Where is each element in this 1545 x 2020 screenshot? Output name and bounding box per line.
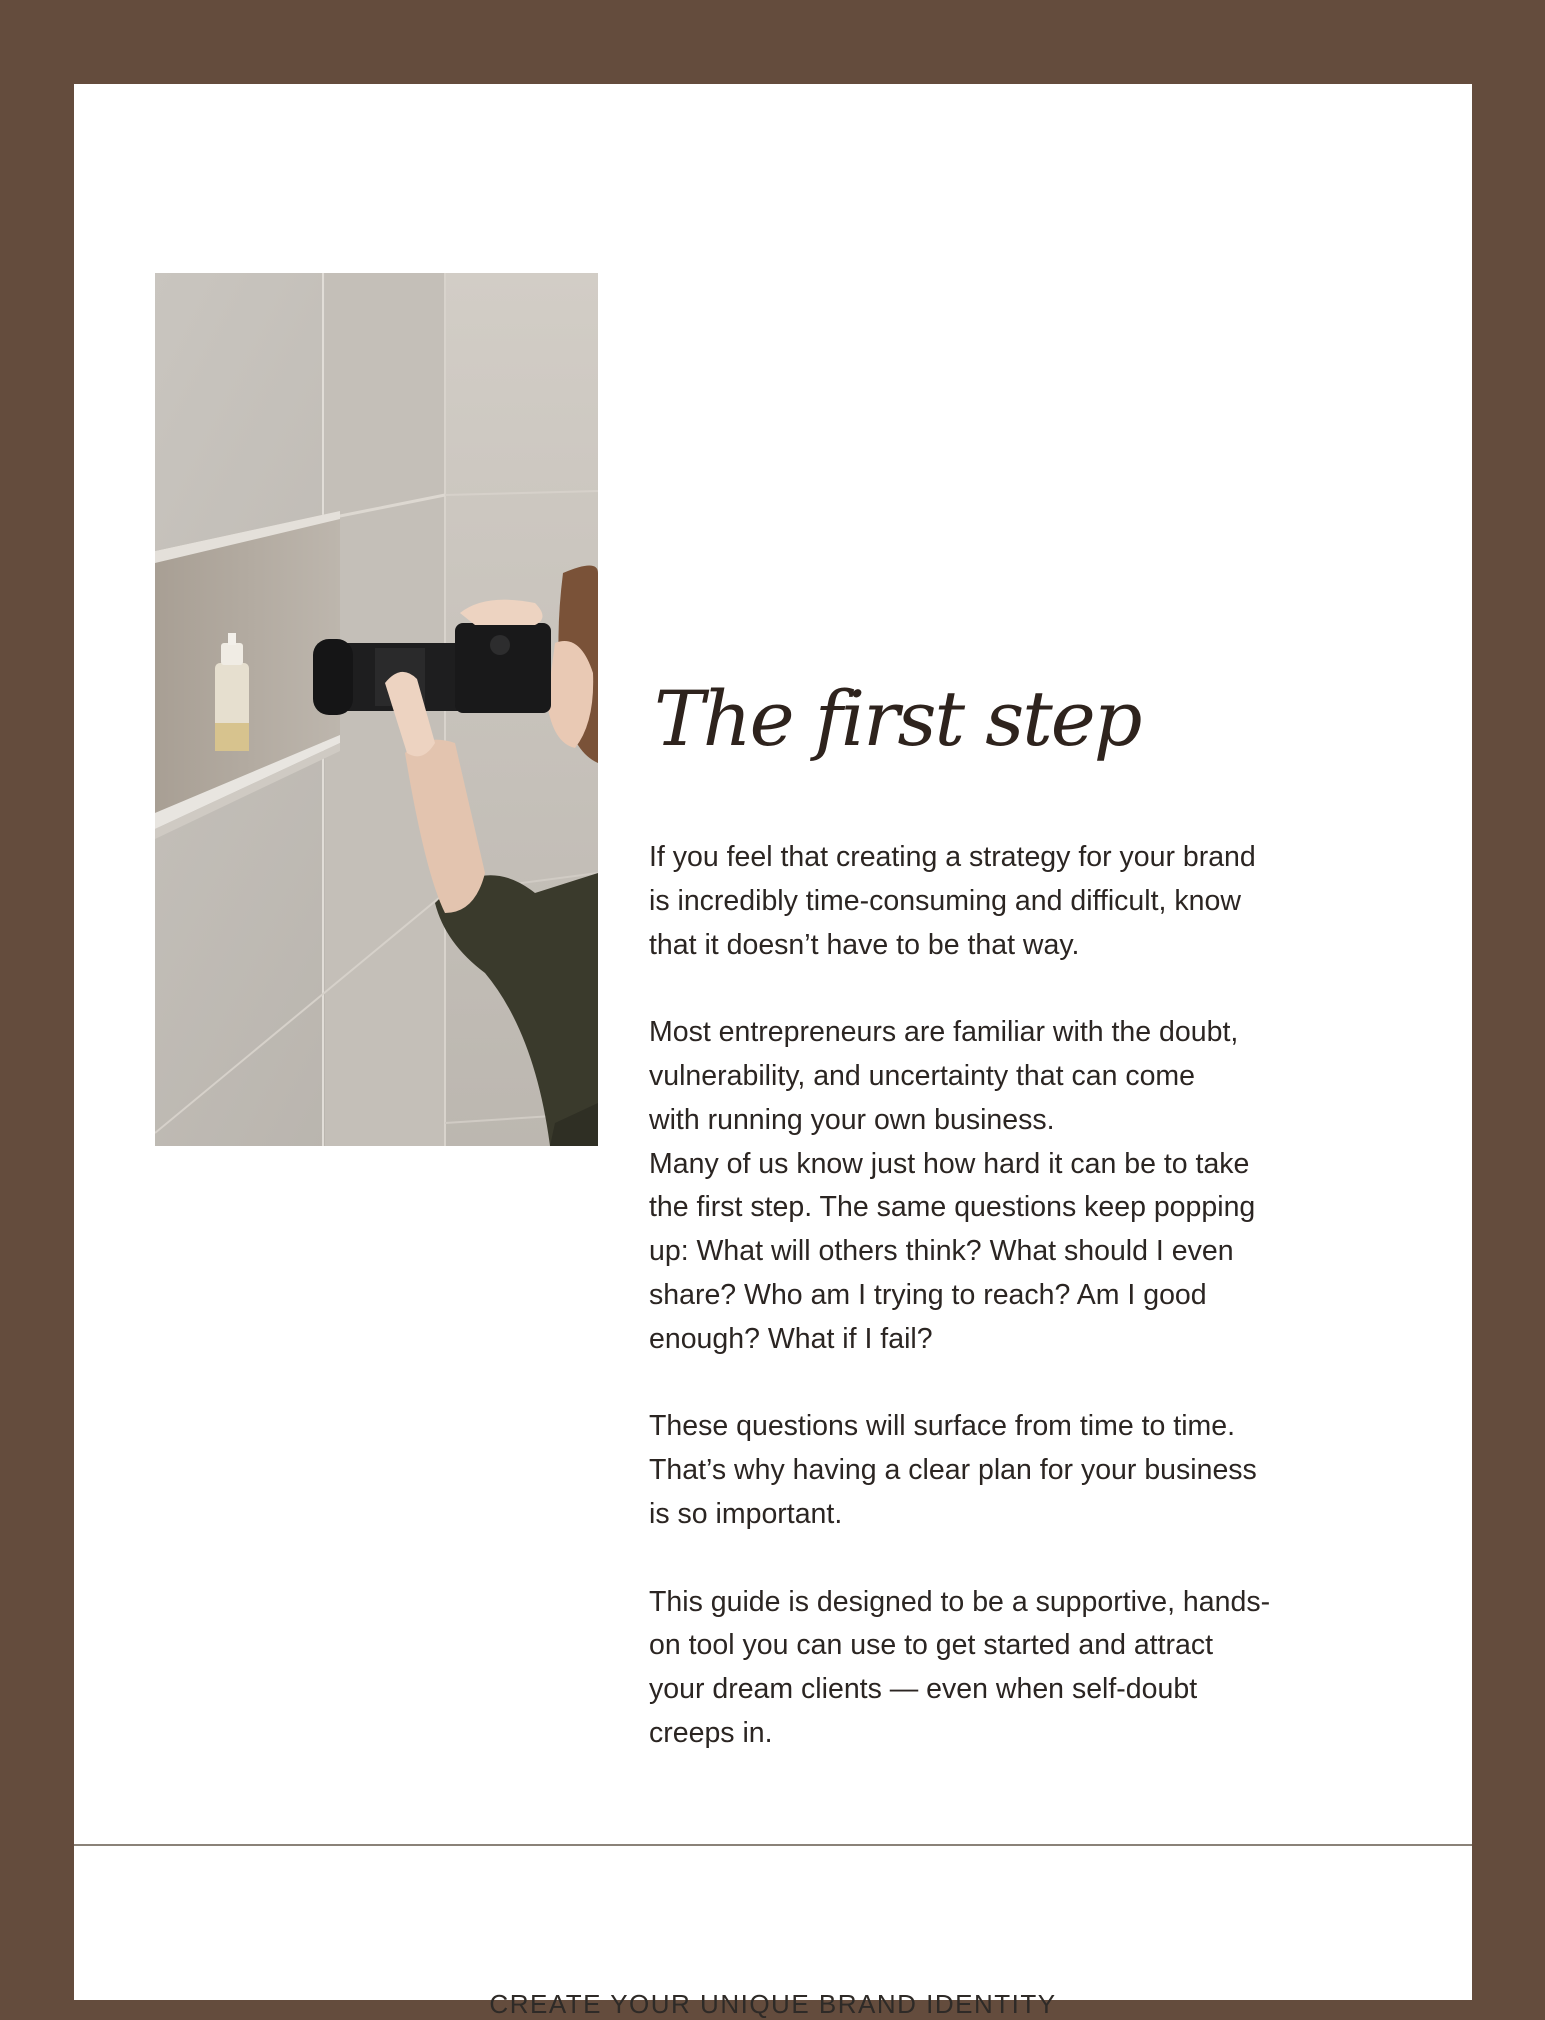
body-text <box>649 836 1409 1756</box>
text-line: enough? What if I fail? <box>649 1322 933 1355</box>
text-line: on tool you can use to get started and attract <box>649 1629 1214 1662</box>
photo-image-icon <box>155 273 598 1146</box>
page-title: The first step <box>654 674 1141 763</box>
photographer-photo <box>155 273 598 1146</box>
footer-divider <box>74 1844 1472 1846</box>
paragraph-spacer <box>649 1362 1409 1406</box>
text-line: your dream clients — even when self-doubt <box>649 1673 1198 1706</box>
text-line: the first step. The same questions keep popping <box>649 1191 1256 1224</box>
text-line: These questions will surface from time to time. <box>649 1410 1236 1443</box>
text-line: vulnerability, and uncertainty that can come <box>649 1059 1196 1092</box>
text-line: This guide is designed to be a supportive, hands- <box>649 1585 1271 1618</box>
text-line: is so important. <box>649 1497 843 1530</box>
footer-label: CREATE YOUR UNIQUE BRAND IDENTITY <box>489 1989 1057 2019</box>
text-line: creeps in. <box>649 1716 773 1749</box>
paragraph-spacer <box>649 967 1409 1011</box>
text-line: That’s why having a clear plan for your business <box>649 1454 1257 1487</box>
text-line: that it doesn’t have to be that way. <box>649 928 1080 961</box>
text-line: up: What will others think? What should I even <box>649 1235 1234 1268</box>
paragraph <box>649 836 1409 967</box>
paragraph <box>649 1581 1409 1756</box>
document-page <box>74 84 1472 2019</box>
text-line: with running your own business. <box>649 1103 1055 1136</box>
text-line: is incredibly time-consuming and difficult, know <box>649 884 1241 917</box>
text-line: Many of us know just how hard it can be to take <box>649 1147 1250 1180</box>
paragraph <box>649 1011 1409 1361</box>
text-line: share? Who am I trying to reach? Am I good <box>649 1278 1207 1311</box>
paragraph <box>649 1405 1409 1536</box>
paragraph-spacer <box>649 1537 1409 1581</box>
text-line: Most entrepreneurs are familiar with the doubt, <box>649 1016 1239 1049</box>
text-line: If you feel that creating a strategy for your brand <box>649 841 1256 873</box>
